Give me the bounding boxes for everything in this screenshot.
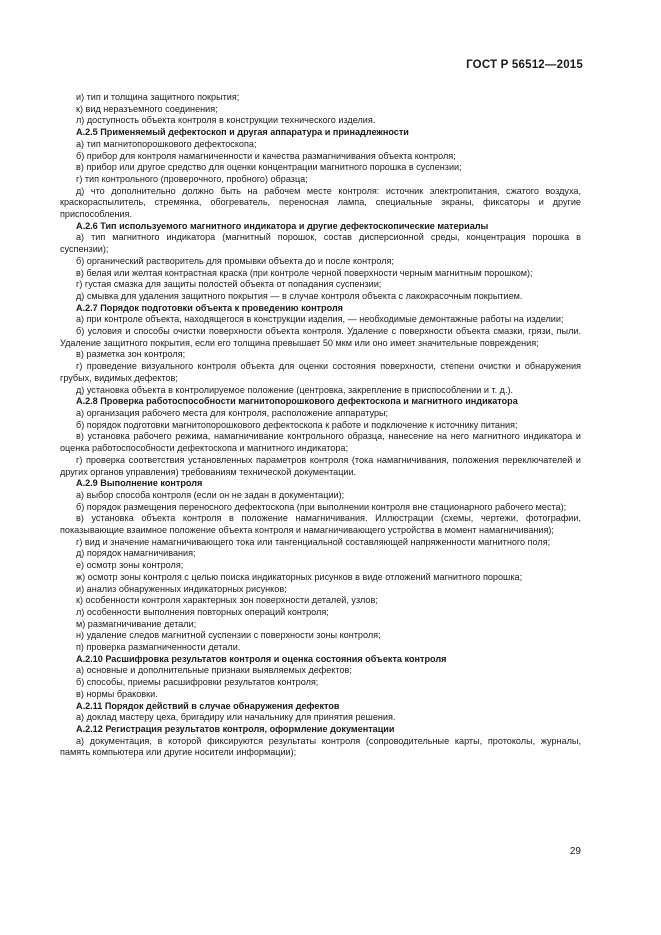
paragraph: б) органический растворитель для промывки объекта до и после контроля;: [76, 255, 394, 266]
paragraph: г) густая смазка для защиты полостей объекта от попадания суспензии;: [76, 279, 382, 290]
paragraph: г) вид и значение намагничивающего тока или тангенциальной составляющей напряженности магнитного поля;: [76, 536, 551, 547]
paragraph: д) смывка для удаления защитного покрытия — в случае контроля объекта с лакокрасочным покрытием.: [76, 290, 523, 301]
section-heading: А.2.10 Расшифровка результатов контроля и оценка состояния объекта контроля: [76, 653, 447, 664]
paragraph: л) особенности выполнения повторных операций контроля;: [76, 606, 329, 617]
section-heading: А.2.7 Порядок подготовки объекта к проведению контроля: [76, 302, 343, 313]
paragraph: г) тип контрольного (проверочного, пробного) образца;: [76, 173, 308, 184]
paragraph: б) условия и способы очистки поверхности объекта контроля. Удаление с поверхности объекта смазки, грязи, пыли. Удаление защитного покрытия, если его толщина превышает 50 мкм или оно имеет значительные повреждения;: [60, 326, 581, 348]
paragraph: а) при контроле объекта, находящегося в конструкции изделия, — необходимые демонтажные работы на изделии;: [76, 314, 564, 325]
section-heading: А.2.11 Порядок действий в случае обнаружения дефектов: [76, 700, 340, 711]
paragraph: к) особенности контроля характерных зон поверхности деталей, узлов;: [76, 595, 378, 606]
paragraph: б) порядок подготовки магнитопорошкового дефектоскопа к работе и подключение к источнику питания;: [76, 419, 518, 430]
paragraph: д) что дополнительно должно быть на рабочем месте контроля: источник электропитания, сжатого воздуха, краскораспылитель, стремянка, обогреватель, переносная лампа, специальные экраны, фиксаторы и другие приспособления.: [60, 185, 581, 220]
paragraph: д) порядок намагничивания;: [76, 548, 196, 559]
paragraph: б) прибор для контроля намагниченности и качества размагничивания объекта контроля;: [76, 150, 456, 161]
paragraph: д) установка объекта в контролируемое положение (центровка, закрепление в приспособлении и т. д.).: [76, 384, 514, 395]
paragraph: г) проведение визуального контроля объекта для оценки состояния поверхности, степени очистки и обнаружения грубых, видимых дефектов;: [60, 361, 581, 383]
paragraph: а) тип магнитного индикатора (магнитный порошок, состав дисперсионной среды, концентрация порошка в суспензии);: [60, 232, 581, 255]
paragraph: г) проверка соответствия установленных параметров контроля (тока намагничивания, положения переключателей и других органов управления) требованиям технической документации.: [60, 454, 581, 477]
paragraph: в) разметка зон контроля;: [76, 349, 186, 360]
paragraph: л) доступность объекта контроля в конструкции технического изделия.: [76, 115, 376, 126]
page-number: 29: [569, 846, 581, 857]
paragraph: в) нормы браковки.: [76, 688, 158, 699]
paragraph: б) способы, приемы расшифровки результатов контроля;: [76, 677, 319, 688]
paragraph: а) тип магнитопорошкового дефектоскопа;: [76, 138, 257, 149]
paragraph: м) размагничивание детали;: [76, 618, 197, 629]
paragraph: ж) осмотр зоны контроля с целью поиска индикаторных рисунков в виде отложений магнитного порошка;: [76, 571, 523, 582]
page-header: ГОСТ Р 56512—2015: [466, 59, 583, 71]
section-heading: А.2.12 Регистрация результатов контроля, оформление документации: [76, 723, 395, 734]
section-heading: А.2.9 Выполнение контроля: [76, 478, 203, 489]
paragraph: п) проверка размагниченности детали.: [76, 642, 241, 653]
paragraph: а) организация рабочего места для контроля, расположение аппаратуры;: [76, 407, 389, 418]
section-heading: А.2.8 Проверка работоспособности магнитопорошкового дефектоскопа и магнитного индикатора: [76, 396, 518, 407]
paragraph: в) прибор или другое средство для оценки концентрации магнитного порошка в суспензии;: [76, 162, 462, 173]
paragraph: а) документация, в которой фиксируются результаты контроля (сопроводительные карты, протоколы, журналы, память компьютера или другие носители информации);: [60, 735, 581, 758]
paragraph: и) анализ обнаруженных индикаторных рисунков;: [76, 583, 287, 594]
paragraph: а) выбор способа контроля (если он не задан в документации);: [76, 489, 345, 500]
paragraph: к) вид неразъемного соединения;: [76, 103, 218, 114]
paragraph: в) установка рабочего режима, намагничивание контрольного образца, нанесение на него магнитного индикатора и оценка работоспособности дефектоскопа и магнитного индикатора;: [60, 431, 581, 454]
paragraph: в) установка объекта контроля в положение намагничивания. Иллюстрации (схемы, чертежи, фотографии, показывающие взаимное положение объекта контроля и намагничивающего устройства в момент намагничивания);: [60, 513, 581, 536]
section-heading: А.2.6 Тип используемого магнитного индикатора и другие дефектоскопические материалы: [76, 220, 489, 231]
paragraph: н) удаление следов магнитной суспензии с поверхности зоны контроля;: [76, 630, 381, 641]
paragraph: а) основные и дополнительные признаки выявляемых дефектов;: [76, 665, 352, 676]
paragraph: е) осмотр зоны контроля;: [76, 560, 184, 571]
paragraph: в) белая или желтая контрастная краска (при контроле черной поверхности черным магнитным порошком);: [76, 267, 533, 278]
paragraph: и) тип и толщина защитного покрытия;: [76, 92, 240, 102]
section-heading: А.2.5 Применяемый дефектоскоп и другая аппаратура и принадлежности: [76, 127, 409, 138]
paragraph: б) порядок размещения переносного дефектоскопа (при выполнении контроля вне стационарного рабочего места);: [76, 501, 567, 512]
paragraph: а) доклад мастеру цеха, бригадиру или начальнику для принятия решения.: [76, 712, 396, 723]
page-body: [60, 92, 581, 759]
